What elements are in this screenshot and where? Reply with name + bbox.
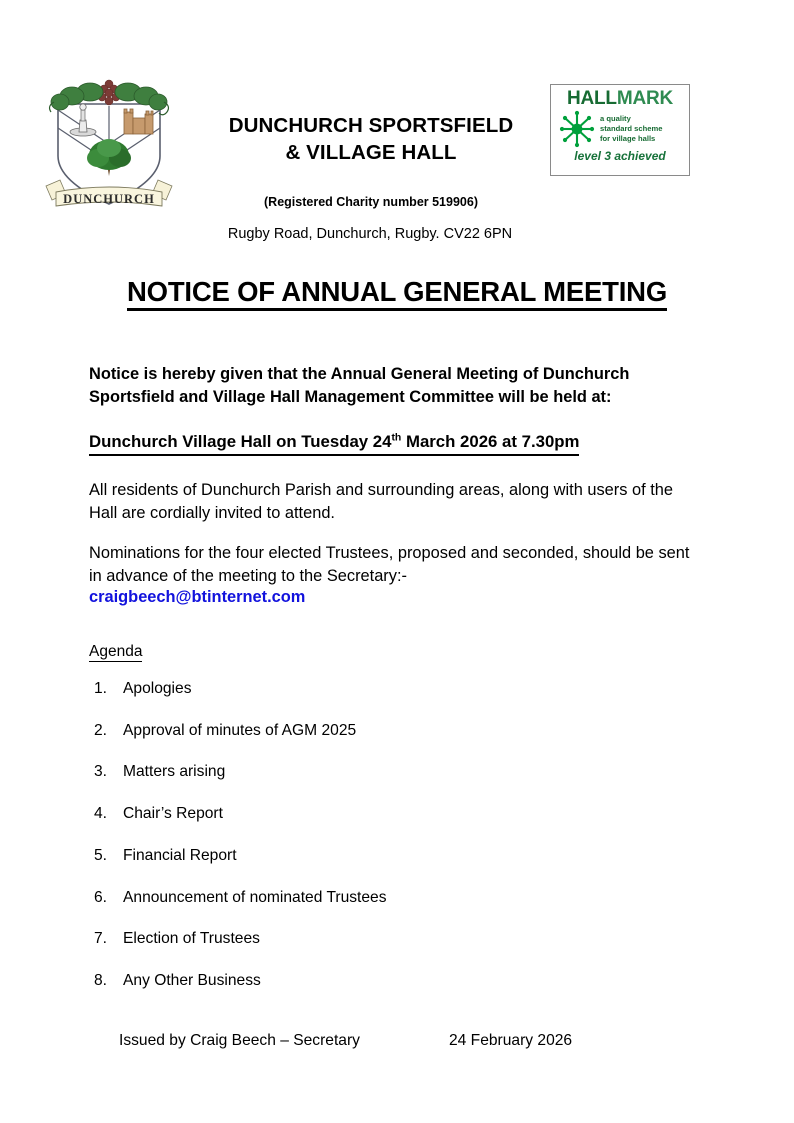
crest-motto-text: DUNCHURCH [63,192,155,206]
agenda-item-label: Matters arising [123,763,226,781]
notice-main-title [47,276,747,308]
hallmark-star-icon [557,110,597,148]
agenda-heading-wrap [89,642,705,662]
dunchurch-crest-logo [36,76,182,216]
address-line: Rugby Road, Dunchurch, Rugby. CV22 6PN [227,226,513,242]
agenda-item [89,680,705,699]
document-body [89,363,705,1050]
hallmark-desc-line-1: a quality [600,113,631,123]
agenda-item [89,763,705,782]
agenda-item-number: 5. [94,846,108,864]
agenda-item [89,805,705,824]
hallmark-desc-line-2: standard scheme [600,123,663,133]
invitation-paragraph: All residents of Dunchurch Parish and surrounding areas, along with users of the Hall are cordially invited to attend. [89,481,674,522]
notice-intro-paragraph: Notice is hereby given that the Annual General Meeting of Dunchurch Sportsfield and Village Hall Management Committee will be held at: [89,365,630,406]
agenda-item-label: Financial Report [123,846,237,864]
agenda-item-label: Announcement of nominated Trustees [123,888,387,906]
venue-datetime-line [89,431,579,456]
venue-datetime-line-wrap [89,431,705,456]
notice-main-title-text: NOTICE OF ANNUAL GENERAL MEETING [127,276,667,311]
secretary-email-link[interactable]: craigbeech@btinternet.com [89,587,306,606]
hallmark-description [597,114,683,144]
footer-issued-by: Issued by Craig Beech – Secretary [119,1031,360,1049]
charity-number-line: (Registered Charity number 519906) [264,195,478,209]
agenda-item-number: 1. [94,680,108,698]
venue-text-after: March 2026 at 7.30pm [401,432,580,452]
hallmark-word-part2: MARK [616,88,674,109]
org-title-line-2: & VILLAGE HALL [285,141,457,165]
footer-date: 24 February 2026 [449,1031,573,1049]
hallmark-word-part1: HALL [566,88,617,109]
hallmark-badge [550,84,690,176]
agenda-item-number: 4. [94,805,108,823]
agenda-item-label: Apologies [123,680,192,698]
agenda-item-label: Any Other Business [123,971,261,989]
nominations-paragraph: Nominations for the four elected Trustees, proposed and seconded, should be sent in advance of the meeting to the Secretary:- [89,544,690,586]
agenda-item [89,972,705,991]
agenda-item-number: 3. [94,763,108,781]
hallmark-desc-line-3: for village halls [600,134,656,143]
venue-ordinal-suffix: th [391,432,402,444]
agenda-item-number: 6. [94,888,108,906]
agenda-item-number: 8. [94,971,108,989]
agenda-item-number: 2. [94,721,108,739]
agenda-item-number: 7. [94,930,108,948]
org-title-line-1: DUNCHURCH SPORTSFIELD [228,114,514,137]
document-footer [89,1032,705,1050]
organisation-title [186,112,556,166]
agenda-item [89,847,705,866]
agenda-item [89,889,705,908]
agenda-item-label: Chair’s Report [123,805,223,823]
agenda-list [89,680,705,991]
hallmark-wordmark [557,89,683,108]
agenda-item-label: Election of Trustees [123,930,260,948]
agenda-item-label: Approval of minutes of AGM 2025 [123,721,357,739]
agenda-item [89,722,705,741]
venue-text-before: Dunchurch Village Hall on Tuesday 24 [89,432,392,452]
hallmark-level-text: level 3 achieved [574,149,666,163]
agenda-item [89,930,705,949]
agenda-heading: Agenda [89,642,142,662]
document-header [0,0,794,260]
